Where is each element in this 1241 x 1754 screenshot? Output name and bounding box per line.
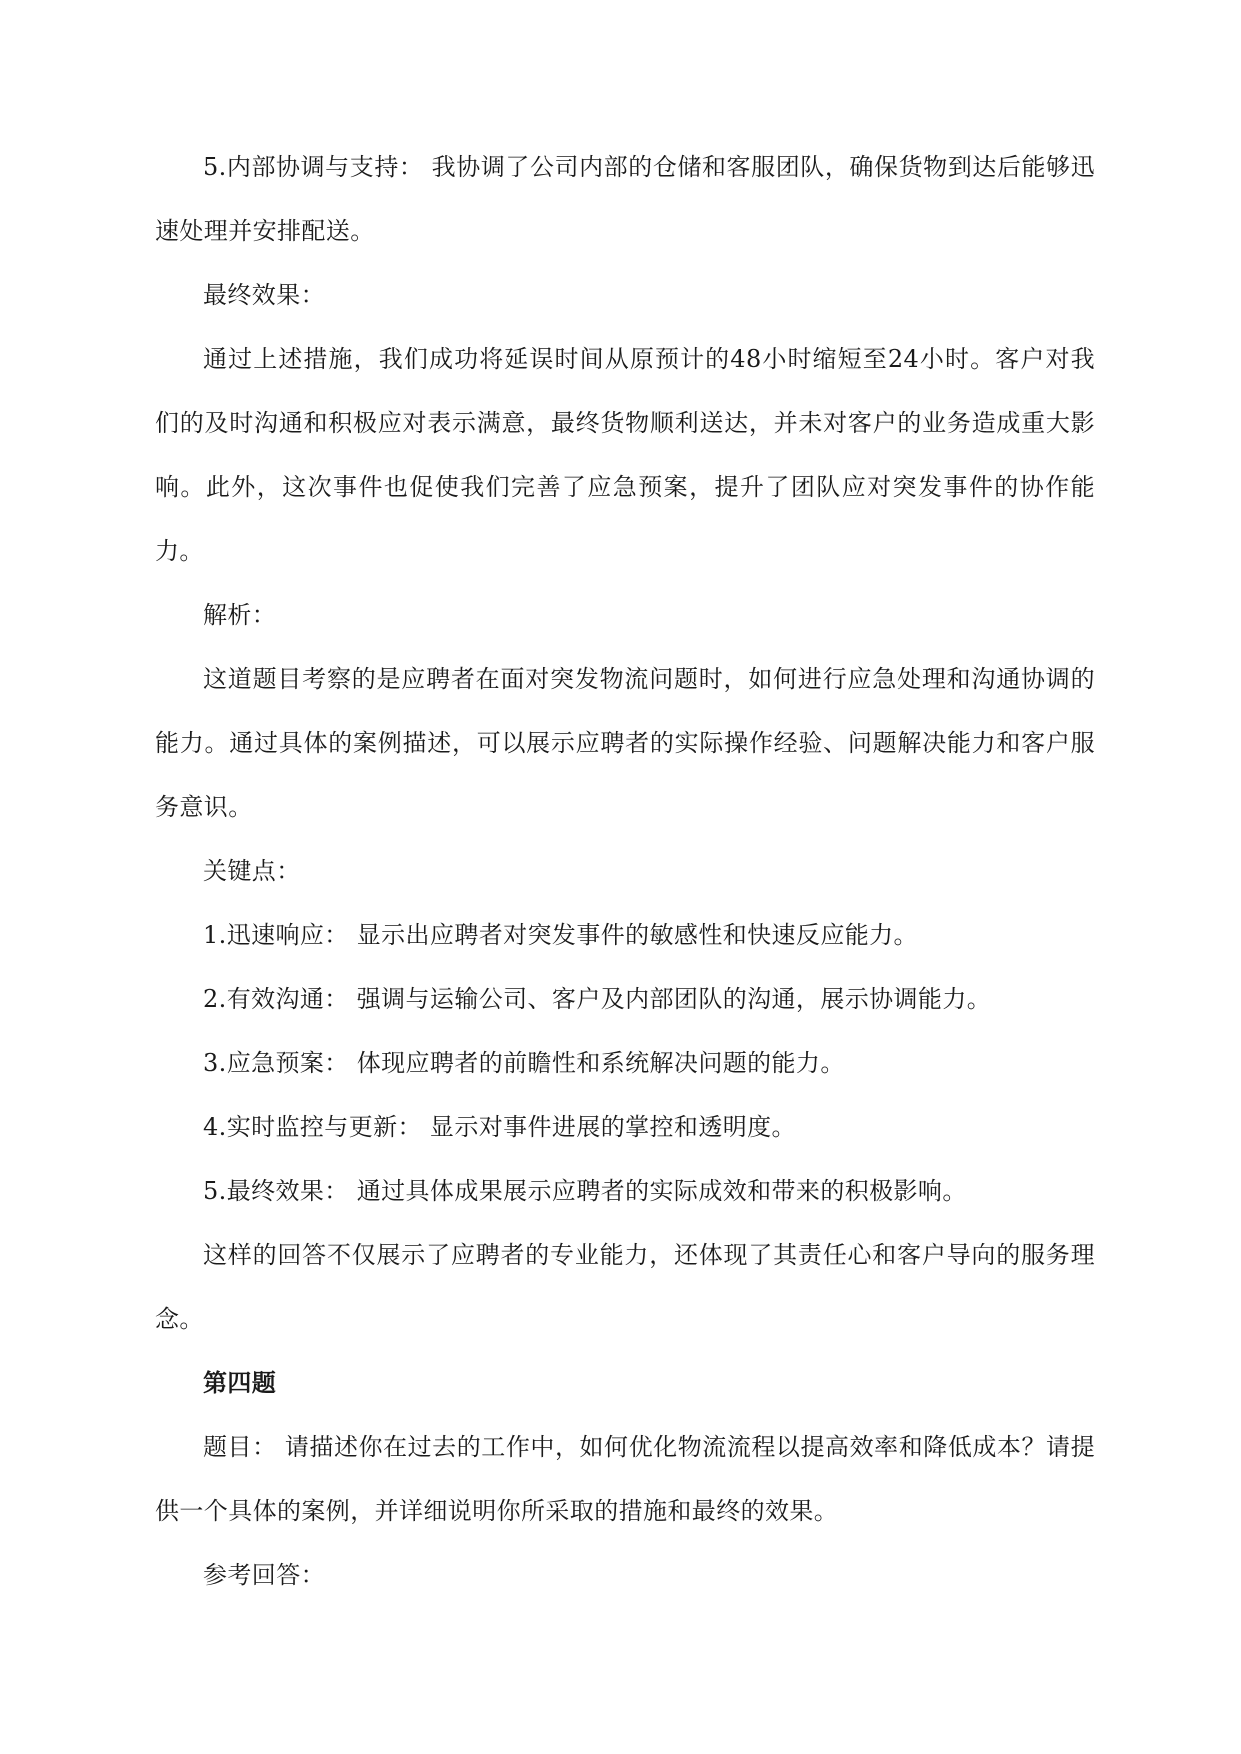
paragraph-analysis-body: 这道题目考察的是应聘者在面对突发物流问题时，如何进行应急处理和沟通协调的能力。通过具体的案例描述，可以展示应聘者的实际操作经验、问题解决能力和客户服务意识。 xyxy=(155,665,1095,821)
key-point-item: 1.迅速响应： 显示出应聘者对突发事件的敏感性和快速反应能力。 xyxy=(203,921,918,949)
key-point-item: 4.实时监控与更新： 显示对事件进展的掌控和透明度。 xyxy=(203,1113,796,1141)
paragraph-final-effect-label: 最终效果： xyxy=(203,281,325,309)
paragraph-final-effect-body: 通过上述措施，我们成功将延误时间从原预计的48小时缩短至24小时。客户对我们的及时沟通和积极应对表示满意，最终货物顺利送达，并未对客户的业务造成重大影响。此外，这次事件也促使我们完善了应急预案，提升了团队应对突发事件的协作能力。 xyxy=(155,345,1095,565)
paragraph-conclusion: 这样的回答不仅展示了应聘者的专业能力，还体现了其责任心和客户导向的服务理念。 xyxy=(155,1241,1095,1333)
key-point-item: 2.有效沟通： 强调与运输公司、客户及内部团队的沟通，展示协调能力。 xyxy=(203,985,992,1013)
paragraph-reference-answer-label: 参考回答： xyxy=(203,1561,325,1589)
key-point-item: 5.最终效果： 通过具体成果展示应聘者的实际成效和带来的积极影响。 xyxy=(203,1177,967,1205)
document-body xyxy=(155,135,1095,1607)
key-point-item: 3.应急预案： 体现应聘者的前瞻性和系统解决问题的能力。 xyxy=(203,1049,845,1077)
paragraph-internal-coordination: 5.内部协调与支持： 我协调了公司内部的仓储和客服团队，确保货物到达后能够迅速处理并安排配送。 xyxy=(155,153,1095,245)
paragraph-key-points-label: 关键点： xyxy=(203,857,301,885)
section-heading: 第四题 xyxy=(203,1368,277,1397)
paragraph-analysis-label: 解析： xyxy=(203,601,277,629)
paragraph-question: 题目： 请描述你在过去的工作中，如何优化物流流程以提高效率和降低成本？请提供一个具体的案例，并详细说明你所采取的措施和最终的效果。 xyxy=(155,1433,1095,1525)
